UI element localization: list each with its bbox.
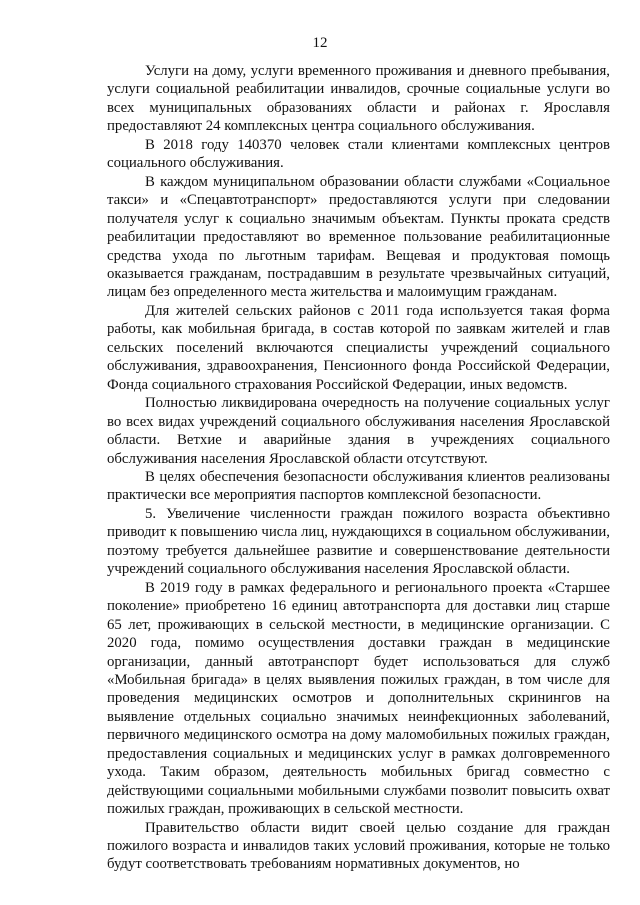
paragraph: 5. Увеличение численности граждан пожилого возраста объективно приводит к повышению числа лиц, нуждающихся в социальном обслуживании, поэтому требуется дальнейшее развитие и совершенствование деятельности учреждений социального обслуживания населения Ярославской области. [107,505,610,578]
paragraph: В каждом муниципальном образовании области службами «Социальное такси» и «Спецавтотранспорт» предоставляются услуги при следовании получателя услуг к социально значимым объектам. Пункты проката средств реабилитации предоставляют во временное пользование реабилитационные средства ухода по льготным тарифам. Вещевая и продуктовая помощь оказывается гражданам, пострадавшим в результате чрезвычайных ситуаций, лицам без определенного места жительства и малоимущим гражданам. [107,173,610,301]
paragraph: В 2019 году в рамках федерального и регионального проекта «Старшее поколение» приобретено 16 единиц автотранспорта для доставки лиц старше 65 лет, проживающих в сельской местности, в медицинские организации. С 2020 года, помимо осуществления доставки граждан в медицинские организации, данный автотранспорт будет использоваться для служб «Мобильная бригада» в целях выявления пожилых граждан, в том числе для проведения медицинских осмотров и дополнительных скринингов на выявление отдельных социально значимых неинфекционных заболеваний, первичного медицинского осмотра на дому маломобильных пожилых граждан, предоставления социальных и медицинских услуг в рамках долговременного ухода. Таким образом, деятельность мобильных бригад совместно с действующими социальными мобильными службами позволит повысить охват пожилых граждан, проживающих в сельской местности. [107,579,610,818]
body-text [107,62,610,874]
paragraph: В 2018 году 140370 человек стали клиентами комплексных центров социального обслуживания. [107,136,610,172]
paragraph: Для жителей сельских районов с 2011 года используется такая форма работы, как мобильная бригада, в состав которой по заявкам жителей и глав сельских поселений включаются специалисты учреждений социального обслуживания, здравоохранения, Пенсионного фонда Российской Федерации, Фонда социального страхования Российской Федерации, иных ведомств. [107,302,610,393]
paragraph: Услуги на дому, услуги временного проживания и дневного пребывания, услуги социальной реабилитации инвалидов, срочные социальные услуги во всех муниципальных образованиях области и районах г. Ярославля предоставляют 24 комплексных центра социального обслуживания. [107,63,610,135]
page-number: 12 [312,35,328,51]
paragraph: Полностью ликвидирована очередность на получение социальных услуг во всех видах учреждений социального обслуживания населения Ярославской области. Ветхие и аварийные здания в учреждениях социального обслуживания населения Ярославской области отсутствуют. [107,395,610,467]
paragraph: Правительство области видит своей целью создание для граждан пожилого возраста и инвалидов таких условий проживания, которые не только будут соответствовать требованиям нормативных документов, но [107,819,610,873]
paragraph: В целях обеспечения безопасности обслуживания клиентов реализованы практически все мероприятия паспортов комплексной безопасности. [107,468,610,504]
